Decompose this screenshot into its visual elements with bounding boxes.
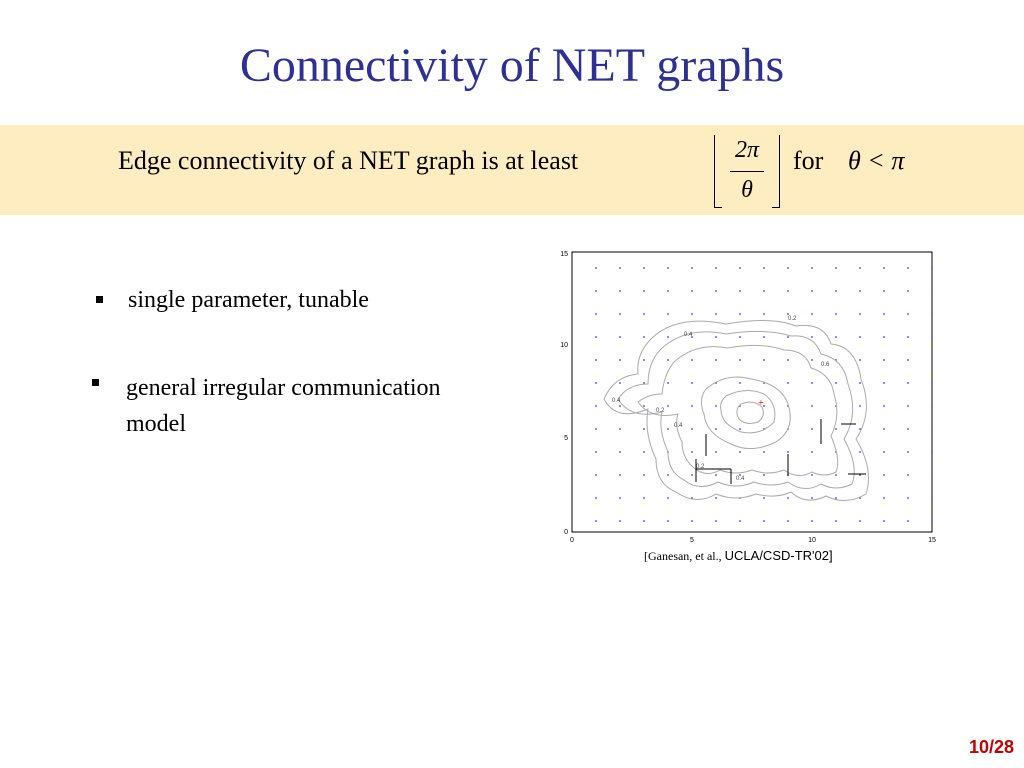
grid-dot	[931, 474, 933, 476]
grid-dot	[691, 267, 693, 269]
grid-dot	[787, 267, 789, 269]
grid-dot	[883, 520, 885, 522]
grid-dot	[691, 474, 693, 476]
grid-dot	[739, 336, 741, 338]
citation	[644, 548, 833, 564]
grid-dot	[619, 267, 621, 269]
grid-dot	[835, 382, 837, 384]
grid-dot	[859, 290, 861, 292]
grid-dot	[619, 336, 621, 338]
grid-dot	[739, 451, 741, 453]
grid-dot	[787, 497, 789, 499]
grid-dot	[787, 336, 789, 338]
grid-dot	[835, 290, 837, 292]
grid-dot	[691, 405, 693, 407]
grid-dot	[835, 313, 837, 315]
theorem-text: Edge connectivity of a NET graph is at least	[118, 146, 579, 175]
grid-dot	[931, 336, 933, 338]
grid-dot	[835, 497, 837, 499]
grid-dot	[715, 405, 717, 407]
contour-label: 0.4	[674, 423, 683, 429]
contour-label: 0.2	[656, 408, 665, 414]
theorem-for: for	[793, 146, 824, 175]
grid-dot	[595, 290, 597, 292]
contour-plot-figure	[556, 244, 956, 544]
x-tick: 10	[808, 537, 816, 544]
grid-dot	[907, 497, 909, 499]
grid-dot	[667, 497, 669, 499]
grid-dot	[835, 520, 837, 522]
grid-dot	[715, 267, 717, 269]
grid-dot	[619, 290, 621, 292]
grid-dot	[619, 520, 621, 522]
fraction-denominator: θ	[741, 177, 753, 203]
grid-dot	[811, 520, 813, 522]
grid-dot	[619, 359, 621, 361]
grid-dot	[763, 290, 765, 292]
grid-dot	[763, 336, 765, 338]
grid-dot	[787, 520, 789, 522]
grid-dot	[619, 313, 621, 315]
grid-dot	[739, 290, 741, 292]
grid-dot	[931, 382, 933, 384]
grid-dot	[595, 497, 597, 499]
grid-dot	[715, 520, 717, 522]
grid-dot	[595, 382, 597, 384]
grid-dot	[763, 267, 765, 269]
grid-dot	[907, 290, 909, 292]
grid-dot	[691, 359, 693, 361]
grid-dot	[643, 313, 645, 315]
grid-dot	[715, 474, 717, 476]
grid-dot	[595, 428, 597, 430]
grid-dot	[907, 520, 909, 522]
grid-dot	[883, 497, 885, 499]
bullet-line: general irregular communication	[126, 375, 441, 401]
contour-label: 0.4	[612, 398, 621, 404]
grid-dot	[931, 359, 933, 361]
grid-dot	[811, 382, 813, 384]
page-number: 10/28	[968, 737, 1014, 757]
grid-dot	[859, 267, 861, 269]
grid-dot	[619, 451, 621, 453]
grid-dot	[619, 474, 621, 476]
grid-dot	[811, 313, 813, 315]
grid-dot	[859, 336, 861, 338]
grid-dot	[619, 428, 621, 430]
grid-dot	[595, 359, 597, 361]
grid-dot	[907, 359, 909, 361]
x-tick: 15	[928, 537, 936, 544]
grid-dot	[739, 382, 741, 384]
grid-dot	[643, 359, 645, 361]
grid-dot	[691, 313, 693, 315]
grid-dot	[835, 428, 837, 430]
grid-dot	[907, 267, 909, 269]
grid-dot	[859, 405, 861, 407]
slide-title: Connectivity of NET graphs	[239, 39, 785, 92]
grid-dot	[907, 382, 909, 384]
grid-dot	[907, 428, 909, 430]
grid-dot	[619, 497, 621, 499]
contour-label: 0.6	[821, 362, 830, 368]
grid-dot	[739, 520, 741, 522]
citation-authors: [Ganesan, et al.,	[644, 549, 725, 563]
citation-report: UCLA/CSD-TR'02]	[724, 548, 833, 563]
grid-dot	[643, 497, 645, 499]
grid-dot	[859, 428, 861, 430]
grid-dot	[691, 451, 693, 453]
grid-dot	[763, 520, 765, 522]
grid-dot	[667, 336, 669, 338]
grid-dot	[667, 474, 669, 476]
grid-dot	[595, 520, 597, 522]
grid-dot	[883, 382, 885, 384]
grid-dot	[763, 474, 765, 476]
grid-dot	[835, 267, 837, 269]
grid-dot	[883, 359, 885, 361]
grid-dot	[691, 520, 693, 522]
grid-dot	[667, 290, 669, 292]
grid-dot	[739, 428, 741, 430]
grid-dot	[715, 428, 717, 430]
contour-label: 0.2	[788, 316, 797, 322]
grid-dot	[907, 405, 909, 407]
grid-dot	[907, 313, 909, 315]
x-tick: 5	[690, 537, 694, 544]
grid-dot	[907, 336, 909, 338]
center-marker-icon: +	[758, 398, 764, 409]
grid-dot	[859, 520, 861, 522]
grid-dot	[883, 474, 885, 476]
grid-dot	[643, 290, 645, 292]
grid-dot	[667, 428, 669, 430]
grid-dot	[859, 359, 861, 361]
grid-dot	[763, 313, 765, 315]
grid-dot	[787, 451, 789, 453]
grid-dot	[883, 336, 885, 338]
grid-dot	[619, 382, 621, 384]
grid-dot	[931, 290, 933, 292]
grid-dot	[931, 428, 933, 430]
grid-dot	[715, 359, 717, 361]
bullet-square-icon	[96, 296, 103, 303]
grid-dot	[835, 336, 837, 338]
grid-dot	[643, 451, 645, 453]
grid-dot	[763, 497, 765, 499]
grid-dot	[739, 313, 741, 315]
grid-dot	[643, 474, 645, 476]
x-tick: 0	[570, 537, 574, 544]
theorem-condition: θ < π	[848, 146, 905, 175]
grid-dot	[739, 267, 741, 269]
grid-dot	[595, 336, 597, 338]
grid-dot	[811, 451, 813, 453]
grid-dot	[667, 382, 669, 384]
contour-label: 0.4	[736, 476, 745, 482]
grid-dot	[715, 451, 717, 453]
grid-dot	[667, 405, 669, 407]
grid-dot	[691, 428, 693, 430]
y-tick: 0	[564, 529, 568, 536]
grid-dot	[835, 474, 837, 476]
grid-dot	[907, 451, 909, 453]
grid-dot	[739, 359, 741, 361]
grid-dot	[595, 313, 597, 315]
grid-dot	[667, 359, 669, 361]
grid-dot	[715, 497, 717, 499]
grid-dot	[883, 290, 885, 292]
grid-dot	[787, 359, 789, 361]
grid-dot	[595, 405, 597, 407]
grid-dot	[931, 267, 933, 269]
grid-dot	[883, 405, 885, 407]
grid-dot	[763, 359, 765, 361]
grid-dot	[643, 428, 645, 430]
bullet-square-icon	[92, 379, 99, 386]
grid-dot	[691, 382, 693, 384]
grid-dot	[859, 313, 861, 315]
grid-dot	[811, 497, 813, 499]
grid-dot	[643, 267, 645, 269]
bullet-text	[126, 370, 441, 442]
y-tick: 5	[564, 435, 568, 442]
grid-dot	[643, 520, 645, 522]
fraction-numerator: 2π	[734, 137, 760, 163]
bullet-line: model	[126, 411, 186, 437]
grid-dot	[595, 267, 597, 269]
grid-dot	[811, 290, 813, 292]
grid-dot	[667, 520, 669, 522]
grid-dot	[931, 520, 933, 522]
grid-dot	[619, 405, 621, 407]
fraction-bar	[730, 171, 764, 172]
grid-dot	[811, 474, 813, 476]
grid-dot	[811, 359, 813, 361]
grid-dot	[811, 267, 813, 269]
plot-frame	[572, 252, 932, 532]
grid-dot	[931, 497, 933, 499]
grid-dot	[787, 313, 789, 315]
grid-dot	[715, 290, 717, 292]
y-tick: 10	[560, 342, 568, 349]
grid-dot	[715, 336, 717, 338]
grid-dot	[787, 382, 789, 384]
grid-dot	[883, 451, 885, 453]
contour-label: 0.2	[696, 464, 705, 470]
grid-dot	[715, 313, 717, 315]
grid-dot	[595, 451, 597, 453]
grid-dot	[811, 336, 813, 338]
grid-dot	[931, 405, 933, 407]
grid-dot	[883, 267, 885, 269]
grid-dot	[691, 290, 693, 292]
grid-dot	[595, 474, 597, 476]
grid-dot	[667, 267, 669, 269]
contour-label: 0.4	[684, 332, 693, 338]
grid-dot	[859, 451, 861, 453]
y-tick: 15	[560, 251, 568, 258]
grid-dot	[883, 313, 885, 315]
grid-dot	[643, 405, 645, 407]
grid-dot	[907, 474, 909, 476]
grid-dot	[667, 313, 669, 315]
bullet-text: single parameter, tunable	[128, 287, 369, 313]
grid-dot	[811, 428, 813, 430]
grid-dot	[787, 290, 789, 292]
grid-dot	[931, 313, 933, 315]
grid-dot	[643, 336, 645, 338]
grid-dot	[883, 428, 885, 430]
grid-dot	[931, 451, 933, 453]
grid-dot	[811, 405, 813, 407]
floor-bracket-right	[772, 135, 780, 208]
grid-dot	[763, 451, 765, 453]
floor-fraction	[714, 135, 780, 211]
grid-dot	[859, 382, 861, 384]
